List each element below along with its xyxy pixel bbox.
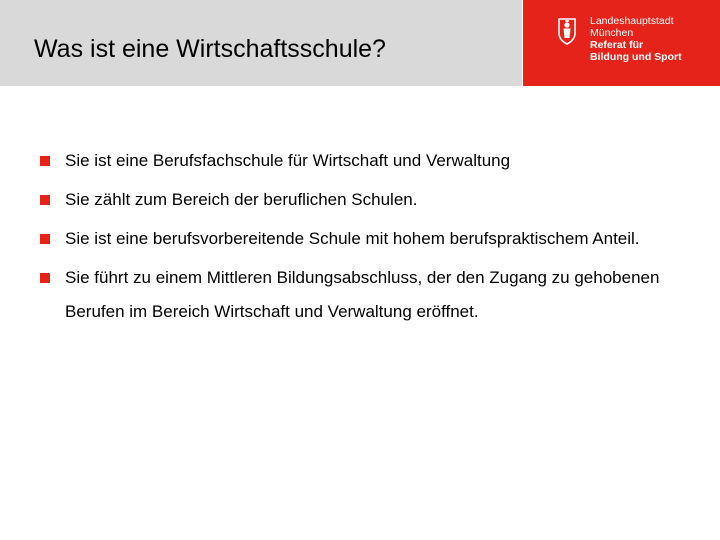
- bullet-item: [40, 261, 700, 329]
- bullet-text: Sie zählt zum Bereich der beruflichen Schulen.: [65, 190, 418, 209]
- bullet-item: [40, 222, 700, 256]
- bullet-item: [40, 183, 700, 217]
- logo-line-3: Referat für: [590, 39, 644, 51]
- logo-line-4: Bildung und Sport: [590, 51, 682, 63]
- bullet-square-icon: [40, 156, 50, 166]
- bullet-square-icon: [40, 273, 50, 283]
- bullet-list: [40, 144, 700, 334]
- munich-coat-of-arms-icon: [557, 17, 577, 45]
- logo-block: [522, 0, 720, 86]
- bullet-text: Sie führt zu einem Mittleren Bildungsabschluss, der den Zugang zu gehobenen Berufen im Bereich Wirtschaft und Verwaltung eröffnet.: [65, 268, 660, 321]
- logo-line-1: Landeshauptstadt: [590, 15, 674, 27]
- bullet-square-icon: [40, 195, 50, 205]
- bullet-square-icon: [40, 234, 50, 244]
- slide-header: [0, 0, 720, 86]
- bullet-text: Sie ist eine berufsvorbereitende Schule mit hohem berufspraktischem Anteil.: [65, 229, 640, 248]
- slide-title: Was ist eine Wirtschaftsschule?: [34, 35, 386, 63]
- logo-text: [590, 15, 682, 63]
- bullet-item: [40, 144, 700, 178]
- logo-line-2: München: [590, 27, 634, 39]
- title-bar: [0, 0, 522, 86]
- bullet-text: Sie ist eine Berufsfachschule für Wirtschaft und Verwaltung: [65, 151, 511, 170]
